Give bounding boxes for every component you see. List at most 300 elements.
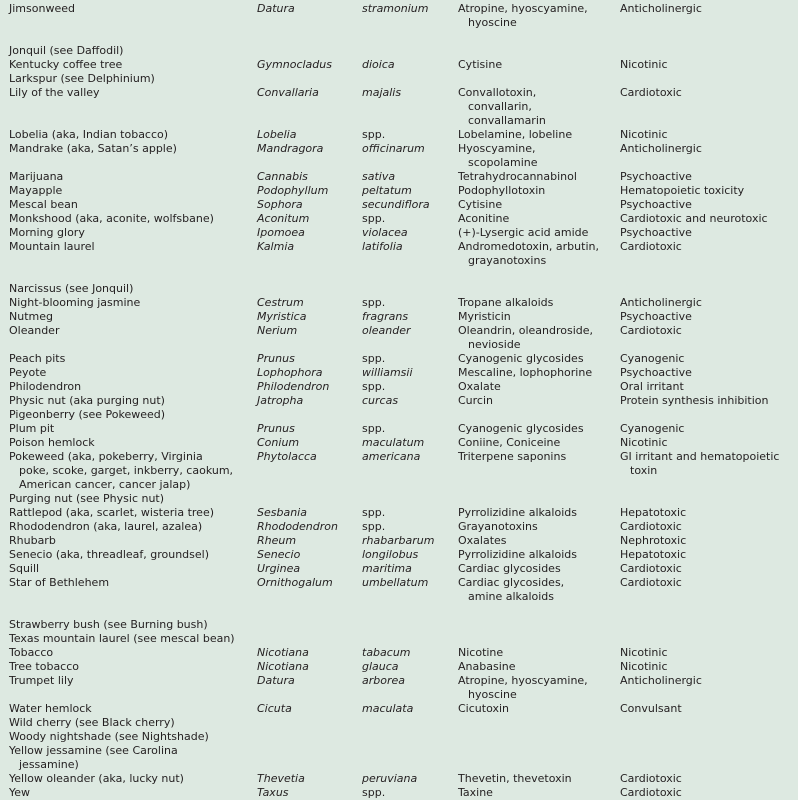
plant-common-name (9, 198, 257, 212)
plant-genus: Prunus (257, 422, 295, 435)
table-row (0, 562, 798, 576)
plant-common-name (9, 44, 257, 58)
plant-toxin-line: convallarin, (468, 100, 532, 113)
plant-common-name (9, 310, 257, 324)
plant-toxin (458, 240, 618, 268)
plant-species: peruviana (362, 772, 418, 785)
table-row (0, 674, 798, 702)
plant-toxin (458, 646, 618, 660)
plant-species: officinarum (362, 142, 425, 155)
plant-toxic-effect (620, 198, 798, 212)
plant-species: arborea (362, 674, 406, 687)
plant-genus: Rheum (257, 534, 297, 547)
plant-genus: Philodendron (257, 380, 330, 393)
plant-toxic-effect-line: toxin (630, 464, 658, 477)
row-spacer (0, 604, 798, 618)
plant-species: oleander (362, 324, 411, 337)
plant-toxin-line: Aconitine (458, 212, 510, 225)
plant-toxic-effect-line: Hepatotoxic (620, 506, 687, 519)
plant-common-name (9, 296, 257, 310)
plant-common-name (9, 128, 257, 142)
plant-toxic-effect (620, 226, 798, 240)
plant-common-name (9, 548, 257, 562)
table-row (0, 212, 798, 226)
plant-toxin (458, 226, 618, 240)
plant-toxic-effect-line: Psychoactive (620, 170, 692, 183)
plant-toxic-effect-line: Oral irritant (620, 380, 684, 393)
plant-common-name (9, 352, 257, 366)
plant-toxic-effect-line: Psychoactive (620, 310, 692, 323)
table-row (0, 72, 798, 86)
plant-toxic-effect (620, 240, 798, 254)
plant-toxic-effect (620, 534, 798, 548)
plant-toxic-effect (620, 58, 798, 72)
plant-common-name-line: jessamine) (19, 758, 79, 771)
plant-toxin (458, 394, 618, 408)
plant-toxin-line: Anabasine (458, 660, 516, 673)
plant-toxin-line: Atropine, hyoscyamine, (458, 674, 588, 687)
table-row (0, 436, 798, 450)
plant-common-name-line: Rhubarb (9, 534, 56, 547)
plant-toxic-effect-line: Anticholinergic (620, 296, 702, 309)
plant-species: stramonium (362, 2, 429, 15)
plant-species: violacea (362, 226, 408, 239)
plant-toxic-effect (620, 394, 798, 408)
table-row (0, 646, 798, 660)
plant-common-name-line: Wild cherry (see Black cherry) (9, 716, 175, 729)
plant-toxin-line: amine alkaloids (468, 590, 555, 603)
plant-species: spp. (362, 422, 386, 435)
plant-common-name-line: Senecio (aka, threadleaf, groundsel) (9, 548, 210, 561)
plant-toxin (458, 366, 618, 380)
plant-genus: Aconitum (257, 212, 310, 225)
plant-toxin-line: nevioside (468, 338, 521, 351)
plant-toxin (458, 660, 618, 674)
plant-toxin-line: Taxine (458, 786, 493, 799)
plant-species: spp. (362, 506, 386, 519)
plant-common-name-line: Mountain laurel (9, 240, 95, 253)
plant-toxin-line: Thevetin, thevetoxin (458, 772, 572, 785)
plant-toxin-line: Curcin (458, 394, 494, 407)
plant-species: majalis (362, 86, 402, 99)
plant-toxin (458, 576, 618, 604)
plant-common-name (9, 702, 257, 716)
plant-common-name-line: Yellow oleander (aka, lucky nut) (9, 772, 184, 785)
plant-toxin-line: Cardiac glycosides, (458, 576, 565, 589)
table-row (0, 142, 798, 170)
plant-toxin (458, 786, 618, 800)
plant-toxin (458, 772, 618, 786)
plant-common-name-line: Marijuana (9, 170, 64, 183)
plant-common-name (9, 646, 257, 660)
plant-common-name-line: American cancer, cancer jalap) (19, 478, 191, 491)
row-spacer (0, 30, 798, 44)
plant-common-name (9, 492, 257, 506)
plant-common-name (9, 394, 257, 408)
plant-toxin (458, 562, 618, 576)
plant-common-name-line: Philodendron (9, 380, 82, 393)
plant-species: secundiflora (362, 198, 430, 211)
plant-toxic-effect-line: Cardiotoxic (620, 240, 682, 253)
plant-toxin (458, 324, 618, 352)
plant-toxin (458, 520, 618, 534)
plant-species: glauca (362, 660, 399, 673)
plant-species: longilobus (362, 548, 419, 561)
plant-common-name (9, 184, 257, 198)
plant-common-name (9, 58, 257, 72)
plant-toxic-effect (620, 548, 798, 562)
plant-toxin-line: Tetrahydrocannabinol (458, 170, 577, 183)
plant-genus: Taxus (257, 786, 289, 799)
plant-genus: Prunus (257, 352, 295, 365)
table-row (0, 506, 798, 520)
plant-toxic-effect (620, 142, 798, 156)
plant-toxin (458, 548, 618, 562)
plant-toxin-line: hyoscine (468, 16, 517, 29)
plant-toxin (458, 198, 618, 212)
plant-common-name (9, 380, 257, 394)
plant-toxic-effect (620, 674, 798, 688)
plant-toxin-line: Cardiac glycosides (458, 562, 561, 575)
plant-toxic-effect-line: Cardiotoxic (620, 576, 682, 589)
plant-toxic-effect (620, 380, 798, 394)
plant-species: spp. (362, 296, 386, 309)
plant-toxin (458, 450, 618, 464)
table-row (0, 310, 798, 324)
plant-species: dioica (362, 58, 395, 71)
plant-toxic-effect-line: Psychoactive (620, 366, 692, 379)
plant-common-name-line: Strawberry bush (see Burning bush) (9, 618, 208, 631)
plant-toxin-line: Pyrrolizidine alkaloids (458, 506, 577, 519)
plant-species: tabacum (362, 646, 411, 659)
plant-genus: Senecio (257, 548, 301, 561)
plant-toxic-effect (620, 562, 798, 576)
plant-toxin-line: Andromedotoxin, arbutin, (458, 240, 599, 253)
plant-species: williamsii (362, 366, 413, 379)
plant-toxic-effect-line: Nicotinic (620, 646, 668, 659)
table-row (0, 772, 798, 786)
plant-common-name (9, 2, 257, 16)
plant-common-name (9, 408, 257, 422)
plant-toxin-line: Atropine, hyoscyamine, (458, 2, 588, 15)
plant-toxin (458, 534, 618, 548)
plant-common-name-line: Lobelia (aka, Indian tobacco) (9, 128, 169, 141)
plant-common-name-line: Plum pit (9, 422, 55, 435)
plant-toxin (458, 184, 618, 198)
plant-toxin-line: Hyoscyamine, (458, 142, 536, 155)
plant-genus: Thevetia (257, 772, 305, 785)
plant-common-name (9, 366, 257, 380)
plant-toxic-effect (620, 310, 798, 324)
plant-common-name-line: Jonquil (see Daffodil) (9, 44, 124, 57)
plant-toxic-effect-line: Nicotinic (620, 128, 668, 141)
plant-toxic-effect (620, 520, 798, 534)
plant-genus: Phytolacca (257, 450, 317, 463)
plant-common-name-line: Mescal bean (9, 198, 78, 211)
plant-common-name (9, 632, 257, 646)
row-spacer (0, 268, 798, 282)
plant-common-name-line: Kentucky coffee tree (9, 58, 123, 71)
plant-common-name (9, 786, 257, 800)
plant-genus: Cestrum (257, 296, 304, 309)
plant-common-name-line: Mayapple (9, 184, 63, 197)
plant-toxic-effect (620, 352, 798, 366)
plant-genus: Gymnocladus (257, 58, 332, 71)
plant-toxic-effect (620, 86, 798, 100)
plant-common-name-line: Night-blooming jasmine (9, 296, 141, 309)
plant-common-name (9, 660, 257, 674)
plant-toxic-effect-line: GI irritant and hematopoietic (620, 450, 780, 463)
plant-common-name-line: Rattlepod (aka, scarlet, wisteria tree) (9, 506, 214, 519)
plant-common-name-line: Star of Bethlehem (9, 576, 110, 589)
plant-toxic-effect (620, 576, 798, 590)
plant-common-name (9, 772, 257, 786)
plant-toxic-effect (620, 296, 798, 310)
plant-toxic-effect (620, 660, 798, 674)
plant-common-name-line: Jimsonweed (9, 2, 75, 15)
plant-genus: Nerium (257, 324, 298, 337)
plant-common-name-line: Pokeweed (aka, pokeberry, Virginia (9, 450, 203, 463)
plant-common-name-line: Texas mountain laurel (see mescal bean) (9, 632, 235, 645)
plant-toxin (458, 58, 618, 72)
plant-common-name (9, 436, 257, 450)
plant-species: fragrans (362, 310, 409, 323)
plant-toxic-effect-line: Cardiotoxic (620, 324, 682, 337)
plant-toxin (458, 212, 618, 226)
plant-toxic-effect-line: Cardiotoxic and neurotoxic (620, 212, 768, 225)
plant-toxin-line: Lobelamine, lobeline (458, 128, 573, 141)
plant-common-name (9, 240, 257, 254)
plant-toxic-effect-line: Hepatotoxic (620, 548, 687, 561)
table-row (0, 380, 798, 394)
plant-genus: Rhododendron (257, 520, 338, 533)
table-row (0, 450, 798, 492)
table-row (0, 548, 798, 562)
plant-species: spp. (362, 520, 386, 533)
plant-genus: Podophyllum (257, 184, 329, 197)
plant-toxin (458, 352, 618, 366)
plant-toxic-effect (620, 436, 798, 450)
table-row (0, 394, 798, 408)
table-row (0, 170, 798, 184)
plant-toxic-effect (620, 324, 798, 338)
table-row (0, 492, 798, 506)
plant-common-name (9, 86, 257, 100)
plant-genus: Nicotiana (257, 660, 309, 673)
plant-common-name (9, 520, 257, 534)
plant-common-name (9, 674, 257, 688)
table-row (0, 58, 798, 72)
plant-species: spp. (362, 352, 386, 365)
table-row (0, 702, 798, 716)
plant-toxic-effect-line: Cardiotoxic (620, 562, 682, 575)
table-row (0, 352, 798, 366)
plant-toxin (458, 128, 618, 142)
plant-species: spp. (362, 786, 386, 799)
plant-common-name (9, 576, 257, 590)
plant-common-name (9, 730, 257, 744)
plant-species: spp. (362, 212, 386, 225)
plant-toxin-line: (+)-Lysergic acid amide (458, 226, 589, 239)
plant-genus: Myristica (257, 310, 307, 323)
plant-toxin-line: Oxalates (458, 534, 507, 547)
plant-genus: Urginea (257, 562, 301, 575)
plant-common-name (9, 142, 257, 156)
plant-common-name-line: Pigeonberry (see Pokeweed) (9, 408, 166, 421)
plant-toxin-line: grayanotoxins (468, 254, 547, 267)
plant-common-name (9, 212, 257, 226)
plant-common-name-line: Yellow jessamine (see Carolina (9, 744, 178, 757)
plant-genus: Jatropha (257, 394, 304, 407)
plant-toxin-line: Cytisine (458, 58, 503, 71)
plant-genus: Conium (257, 436, 300, 449)
plant-toxic-effect (620, 366, 798, 380)
plant-toxin (458, 506, 618, 520)
plant-toxic-effect-line: Psychoactive (620, 198, 692, 211)
plant-genus: Nicotiana (257, 646, 309, 659)
plant-toxin (458, 296, 618, 310)
plant-toxin (458, 422, 618, 436)
table-row (0, 128, 798, 142)
plant-common-name-line: Trumpet lily (9, 674, 74, 687)
plant-common-name (9, 618, 257, 632)
plant-common-name (9, 534, 257, 548)
table-row (0, 786, 798, 800)
plant-toxin-line: Myristicin (458, 310, 511, 323)
plant-species: peltatum (362, 184, 412, 197)
plant-toxic-effect-line: Nicotinic (620, 58, 668, 71)
plant-genus: Ornithogalum (257, 576, 333, 589)
plant-toxin-line: Coniine, Coniceine (458, 436, 561, 449)
table-row (0, 744, 798, 772)
plant-common-name-line: Peach pits (9, 352, 66, 365)
plant-common-name (9, 422, 257, 436)
plant-common-name (9, 282, 257, 296)
plant-genus: Cannabis (257, 170, 308, 183)
plant-genus: Sesbania (257, 506, 307, 519)
plant-common-name-line: Physic nut (aka purging nut) (9, 394, 165, 407)
plant-toxin (458, 674, 618, 702)
plant-common-name-line: Narcissus (see Jonquil) (9, 282, 134, 295)
plant-toxic-effect (620, 702, 798, 716)
table-row (0, 730, 798, 744)
table-row (0, 324, 798, 352)
table-row (0, 576, 798, 604)
plant-toxic-effect (620, 772, 798, 786)
plant-common-name-line: Larkspur (see Delphinium) (9, 72, 155, 85)
table-row (0, 534, 798, 548)
plant-toxic-effect-line: Cardiotoxic (620, 772, 682, 785)
table-row (0, 226, 798, 240)
table-row (0, 86, 798, 128)
plant-genus: Sophora (257, 198, 303, 211)
plant-toxic-effect (620, 170, 798, 184)
plant-toxic-effect-line: Psychoactive (620, 226, 692, 239)
plant-toxic-effect-line: Hematopoietic toxicity (620, 184, 745, 197)
table-row (0, 618, 798, 632)
plant-toxic-effect-line: Nephrotoxic (620, 534, 687, 547)
plant-toxic-effect-line: Cardiotoxic (620, 786, 682, 799)
plant-toxin-line: Podophyllotoxin (458, 184, 546, 197)
plant-common-name-line: Poison hemlock (9, 436, 95, 449)
table-row (0, 422, 798, 436)
plant-genus: Lobelia (257, 128, 297, 141)
table-row (0, 44, 798, 58)
plant-toxin-line: Nicotine (458, 646, 504, 659)
plant-common-name-line: Squill (9, 562, 40, 575)
plant-genus: Ipomoea (257, 226, 305, 239)
plant-toxin-line: hyoscine (468, 688, 517, 701)
plant-species: umbellatum (362, 576, 429, 589)
table-row (0, 632, 798, 646)
plant-species: maritima (362, 562, 412, 575)
plant-genus: Mandragora (257, 142, 324, 155)
plant-species: maculata (362, 702, 414, 715)
plant-toxic-effect (620, 450, 798, 478)
plant-toxic-effect-line: Cyanogenic (620, 352, 685, 365)
plant-common-name-line: Morning glory (9, 226, 85, 239)
plant-toxic-effect (620, 212, 798, 226)
plant-toxic-effect (620, 422, 798, 436)
plant-toxic-effect-line: Cyanogenic (620, 422, 685, 435)
plant-genus: Lophophora (257, 366, 323, 379)
plant-genus: Datura (257, 674, 295, 687)
plant-species: rhabarbarum (362, 534, 435, 547)
plant-common-name (9, 716, 257, 730)
plant-common-name (9, 72, 257, 86)
plant-toxic-effect (620, 184, 798, 198)
plant-toxic-effect-line: Anticholinergic (620, 674, 702, 687)
plant-common-name (9, 170, 257, 184)
plant-toxic-effect (620, 506, 798, 520)
plant-genus: Datura (257, 2, 295, 15)
plant-toxin (458, 436, 618, 450)
plant-common-name-line: Water hemlock (9, 702, 92, 715)
plant-species: latifolia (362, 240, 403, 253)
plant-common-name-line: Lily of the valley (9, 86, 100, 99)
plant-toxic-effect-line: Convulsant (620, 702, 682, 715)
plant-toxin-line: convallamarin (468, 114, 546, 127)
plant-species: spp. (362, 128, 386, 141)
plant-toxic-effect (620, 786, 798, 800)
plant-toxin-line: Grayanotoxins (458, 520, 538, 533)
plant-toxin-line: Oxalate (458, 380, 501, 393)
table-row (0, 660, 798, 674)
plant-common-name-line: Oleander (9, 324, 60, 337)
table-row (0, 240, 798, 268)
plant-common-name (9, 744, 257, 772)
plant-toxic-effect-line: Cardiotoxic (620, 86, 682, 99)
table-row (0, 198, 798, 212)
plant-toxin (458, 170, 618, 184)
plant-toxin-line: scopolamine (468, 156, 538, 169)
plant-common-name-line: Purging nut (see Physic nut) (9, 492, 165, 505)
plant-toxin-line: Cyanogenic glycosides (458, 422, 584, 435)
table-row (0, 282, 798, 296)
plant-toxin-line: Cytisine (458, 198, 503, 211)
plant-toxin-line: Triterpene saponins (458, 450, 567, 463)
plant-common-name (9, 226, 257, 240)
plant-toxin (458, 142, 618, 170)
plant-common-name-line: Tobacco (9, 646, 54, 659)
plant-toxic-effect (620, 2, 798, 16)
plant-toxin-line: Cyanogenic glycosides (458, 352, 584, 365)
plant-toxin-line: Pyrrolizidine alkaloids (458, 548, 577, 561)
plant-genus: Kalmia (257, 240, 295, 253)
plant-toxic-effect-line: Nicotinic (620, 660, 668, 673)
plant-genus: Convallaria (257, 86, 319, 99)
plant-common-name-line: Nutmeg (9, 310, 53, 323)
